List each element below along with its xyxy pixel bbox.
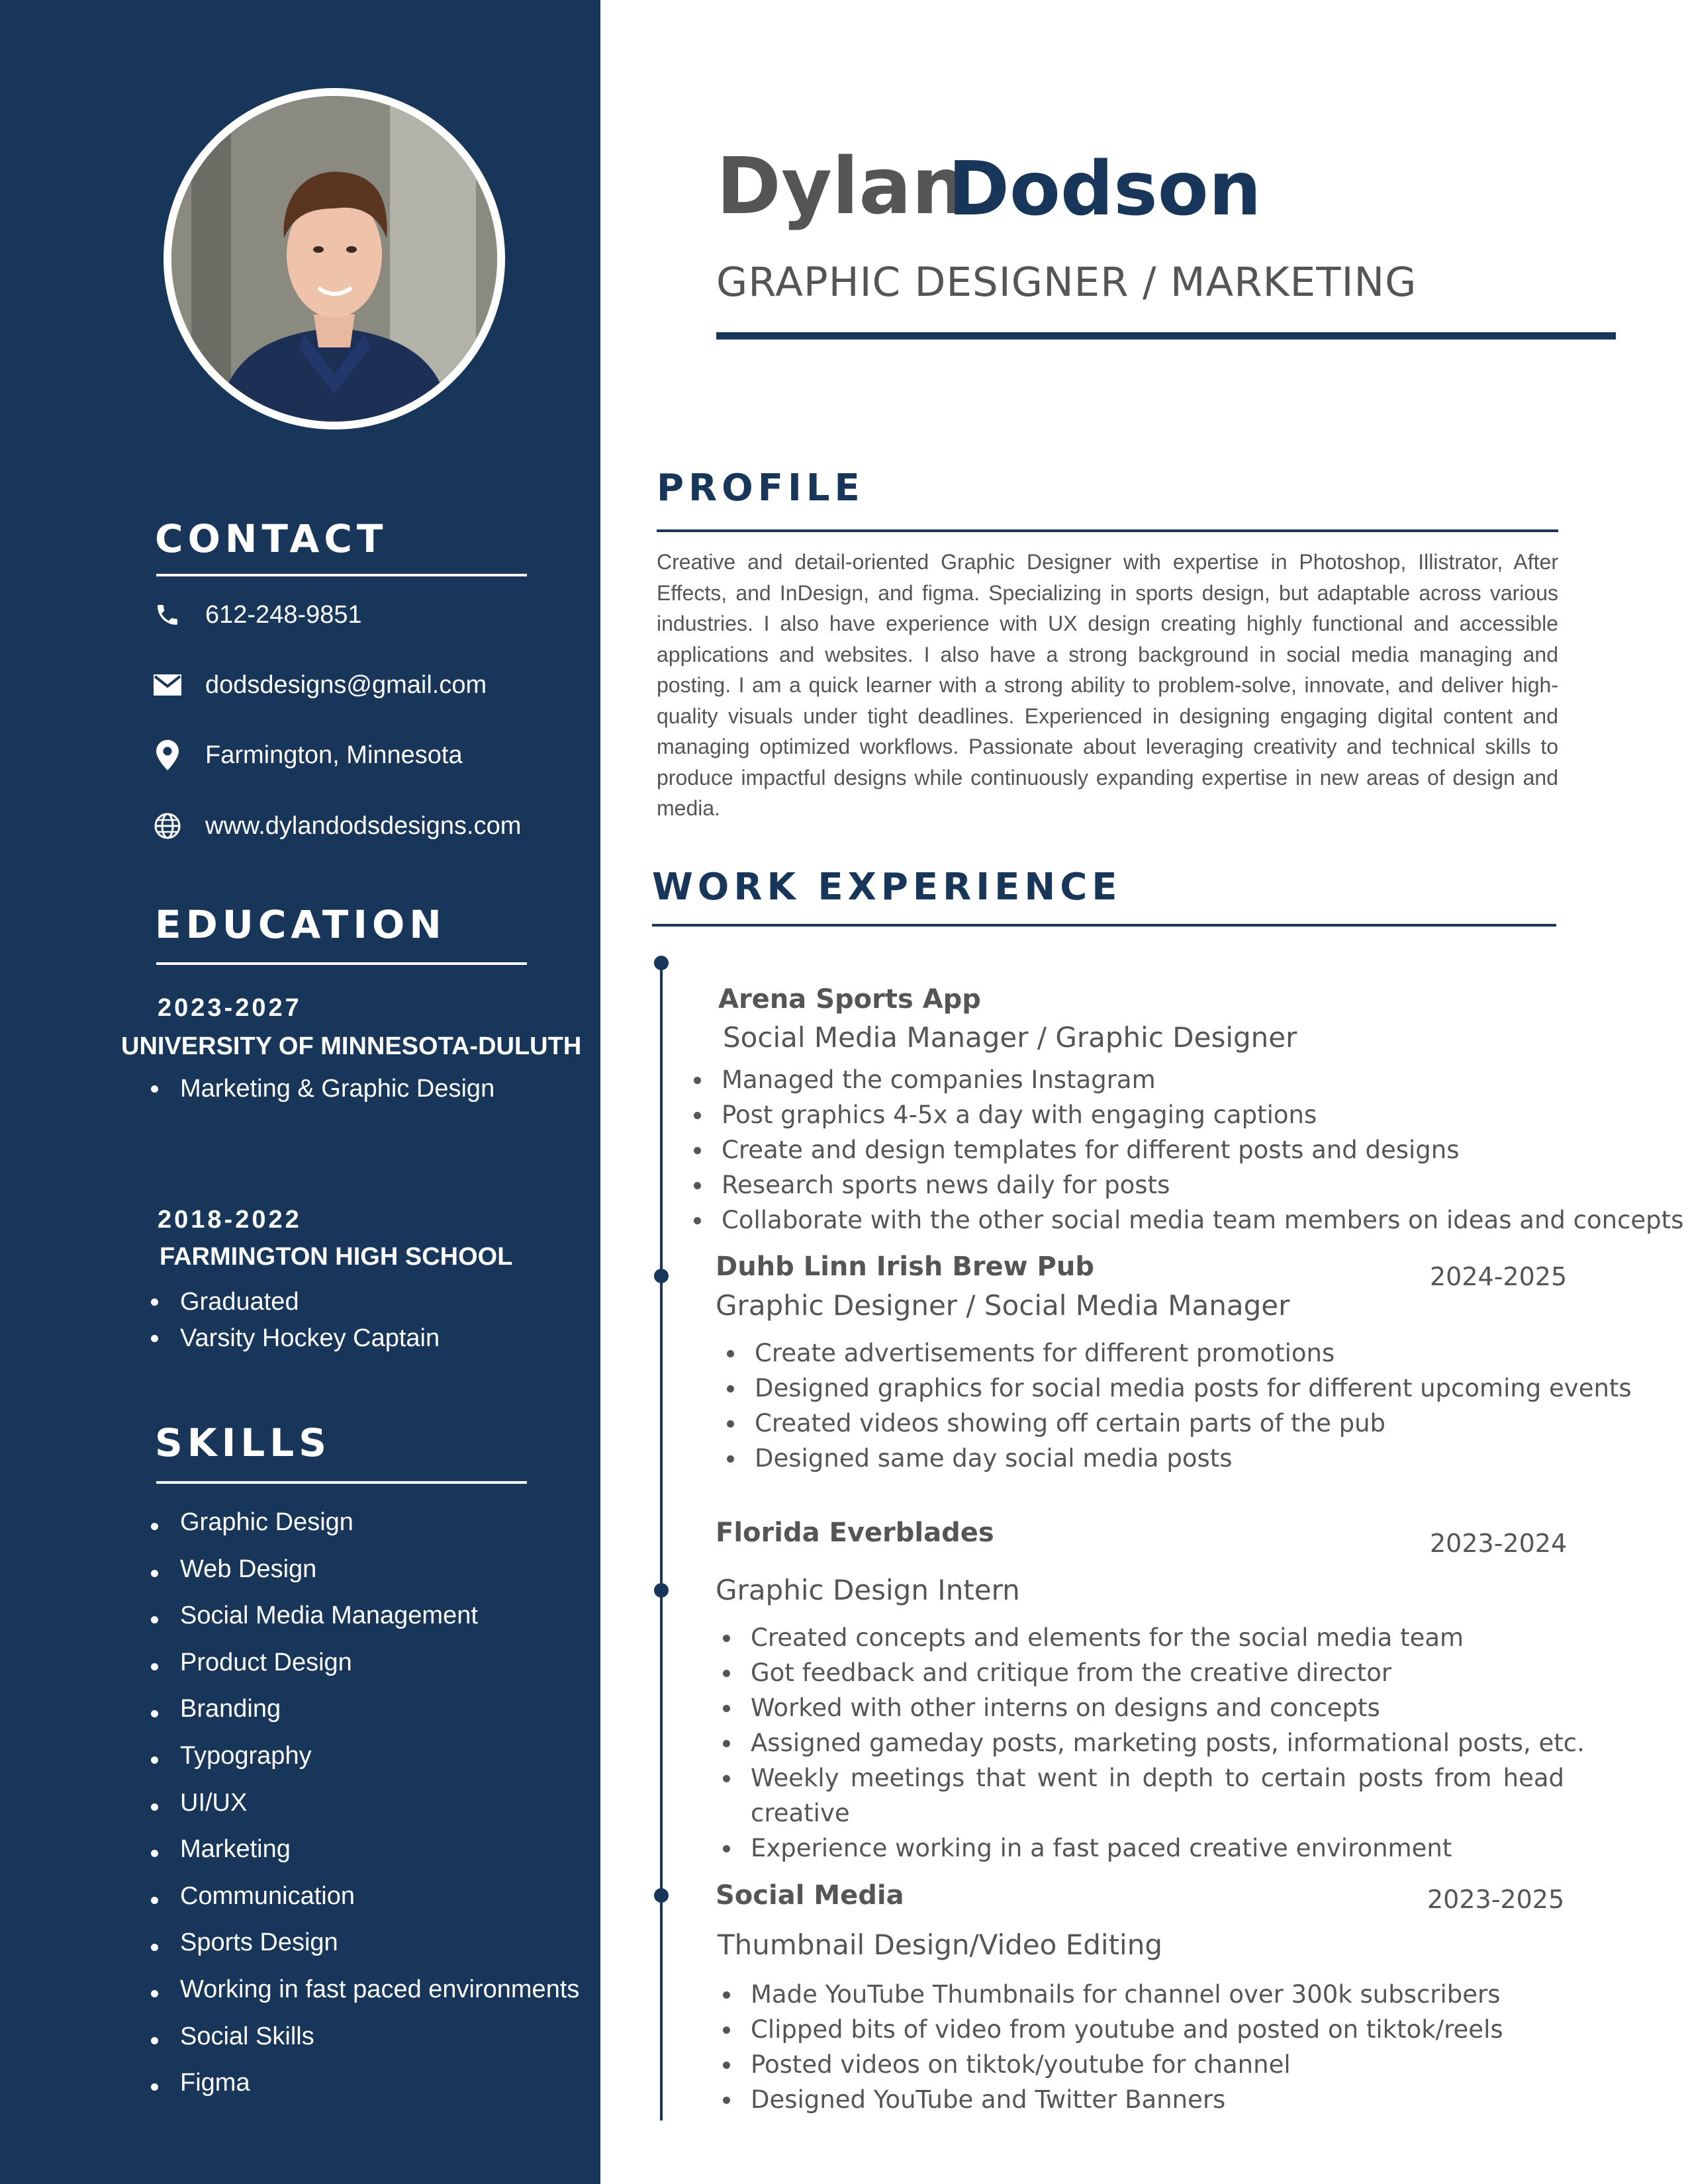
education-heading: EDUCATION	[155, 902, 446, 947]
profile-photo	[164, 88, 505, 430]
job-dates: 2023-2024	[1430, 1529, 1568, 1558]
list-item: Designed graphics for social media posts for different upcoming events	[723, 1371, 1632, 1406]
education-years: 2023-2027	[158, 994, 302, 1022]
skills-heading: SKILLS	[155, 1420, 331, 1465]
education-school: FARMINGTON HIGH SCHOOL	[160, 1243, 513, 1271]
contact-phone	[152, 595, 362, 635]
list-item: UI/UX	[147, 1784, 579, 1831]
location-pin-icon	[152, 740, 183, 770]
education-school: UNIVERSITY OF MINNESOTA-DULUTH	[121, 1032, 582, 1060]
list-item: Working in fast paced environments	[147, 1971, 579, 2018]
experience-heading: WORK EXPERIENCE	[652, 866, 1122, 909]
skills-list	[147, 1504, 579, 2111]
job-bullets	[723, 1336, 1632, 1476]
list-item: Create advertisements for different promotions	[723, 1336, 1632, 1371]
list-item: Marketing	[147, 1831, 579, 1878]
list-item: Branding	[147, 1690, 579, 1737]
list-item: Clipped bits of video from youtube and posted on tiktok/reels	[719, 2012, 1503, 2047]
title-divider	[716, 332, 1616, 340]
education-details-list	[147, 1288, 440, 1353]
sidebar	[0, 0, 600, 2184]
list-item: Marketing & Graphic Design	[147, 1075, 494, 1103]
contact-website	[152, 806, 521, 846]
list-item: Collaborate with the other social media team members on ideas and concepts	[690, 1203, 1683, 1238]
list-item: Experience working in a fast paced creative environment	[719, 1831, 1564, 1866]
list-item: Figma	[147, 2064, 579, 2111]
timeline-line	[660, 962, 663, 2120]
contact-location	[152, 735, 463, 775]
list-item: Worked with other interns on designs and concepts	[719, 1690, 1564, 1725]
list-item: Graphic Design	[147, 1504, 579, 1551]
job-role: Thumbnail Design/Video Editing	[718, 1929, 1162, 1961]
list-item: Sports Design	[147, 1924, 579, 1971]
education-years: 2018-2022	[158, 1206, 302, 1234]
job-dates: 2024-2025	[1430, 1262, 1568, 1291]
list-item: Created videos showing off certain parts of the pub	[723, 1406, 1632, 1441]
profile-text: Creative and detail-oriented Graphic Designer with expertise in Photoshop, Illistrator, After Effects, and InDesign, and figma. Specializing in sports design, but adaptable across various industries. I also have experience with UX design creating highly functional and accessible applications and websites. I also have a strong background in social media managing and posting. I am a quick learner with a strong ability to problem-solve, innovate, and deliver high-quality visuals under tight deadlines. Experienced in designing engaging digital content and managing optimized workflows. Passionate about leveraging creativity and technical skills to produce impactful designs while continuously expanding expertise in new areas of design and media.	[657, 550, 1558, 820]
list-item: Communication	[147, 1878, 579, 1925]
list-item: Research sports news daily for posts	[690, 1167, 1683, 1203]
education-divider	[156, 962, 527, 965]
list-item: Got feedback and critique from the creative director	[719, 1655, 1564, 1690]
phone-number[interactable]: 612-248-9851	[205, 600, 362, 629]
job-company: Florida Everblades	[716, 1518, 994, 1548]
job-company: Arena Sports App	[718, 984, 981, 1015]
timeline-dot	[654, 1888, 669, 1903]
list-item: Web Design	[147, 1551, 579, 1598]
list-item: Varsity Hockey Captain	[147, 1324, 440, 1353]
last-name: Dodson	[948, 146, 1262, 232]
job-role: Graphic Design Intern	[716, 1574, 1020, 1606]
job-bullets	[690, 1062, 1683, 1238]
list-item: Graduated	[147, 1288, 440, 1316]
contact-email	[152, 665, 487, 705]
profile-divider	[657, 529, 1558, 532]
job-company: Duhb Linn Irish Brew Pub	[716, 1251, 1094, 1282]
person-photo-icon	[171, 96, 497, 422]
job-dates: 2023-2025	[1427, 1885, 1565, 1914]
email-address[interactable]: dodsdesigns@gmail.com	[205, 670, 487, 699]
timeline-dot	[654, 1583, 669, 1598]
list-item: Designed same day social media posts	[723, 1441, 1632, 1476]
list-item: Post graphics 4-5x a day with engaging captions	[690, 1097, 1683, 1132]
job-bullets	[719, 1977, 1503, 2117]
list-item: Made YouTube Thumbnails for channel over 300k subscribers	[719, 1977, 1503, 2012]
timeline-dot	[654, 1269, 669, 1283]
location-text: Farmington, Minnesota	[205, 741, 463, 769]
job-role: Graphic Designer / Social Media Manager	[716, 1289, 1290, 1322]
first-name: Dylan	[716, 140, 967, 232]
list-item: Social Media Management	[147, 1597, 579, 1644]
website-link[interactable]: www.dylandodsdesigns.com	[205, 811, 522, 840]
skills-divider	[156, 1481, 527, 1484]
timeline-dot	[654, 956, 669, 970]
list-item: Created concepts and elements for the social media team	[719, 1620, 1564, 1655]
list-item: Product Design	[147, 1644, 579, 1691]
list-item: Weekly meetings that went in depth to certain posts from head creative	[719, 1760, 1564, 1831]
list-item: Typography	[147, 1737, 579, 1784]
list-item: Social Skills	[147, 2018, 579, 2065]
contact-heading: CONTACT	[155, 516, 388, 561]
envelope-icon	[152, 670, 183, 700]
experience-divider	[652, 924, 1556, 927]
list-item: Assigned gameday posts, marketing posts, informational posts, etc.	[719, 1725, 1564, 1760]
profile-heading: PROFILE	[657, 467, 865, 510]
job-bullets	[719, 1620, 1585, 1866]
list-item: Create and design templates for different posts and designs	[690, 1132, 1683, 1167]
job-role: Social Media Manager / Graphic Designer	[723, 1021, 1297, 1054]
job-company: Social Media	[716, 1880, 904, 1911]
education-details-list	[147, 1075, 494, 1103]
phone-icon	[152, 600, 183, 630]
job-title: GRAPHIC DESIGNER / MARKETING	[716, 259, 1417, 306]
list-item: Posted videos on tiktok/youtube for channel	[719, 2047, 1503, 2082]
list-item: Managed the companies Instagram	[690, 1062, 1683, 1097]
list-item: Designed YouTube and Twitter Banners	[719, 2082, 1503, 2117]
contact-divider	[156, 574, 527, 576]
globe-icon	[152, 811, 183, 841]
